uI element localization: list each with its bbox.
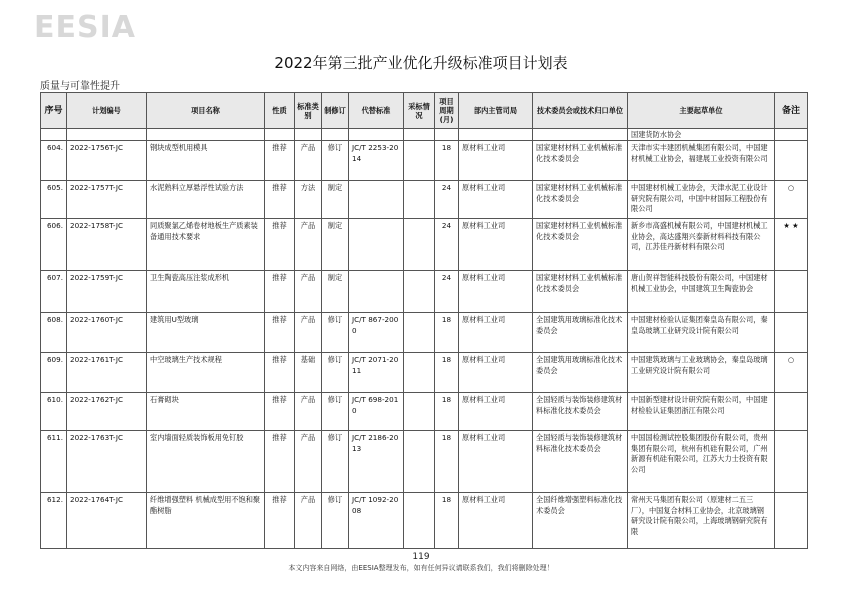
cell-adopt <box>404 271 435 313</box>
continuation-row <box>41 129 808 141</box>
cell-committee: 全国建筑用玻璃标准化技术委员会 <box>533 353 628 393</box>
cell-no: 604. <box>41 141 67 181</box>
page-number: 119 <box>412 552 430 562</box>
cell-drafters: 天津市实丰建团机械集团有限公司，中国建材机械工业协会，福建展工业投资有限公司 <box>628 141 775 181</box>
header-revise: 制修订 <box>322 93 349 129</box>
header-project-name: 项目名称 <box>147 93 265 129</box>
cell-project-name: 水泥熟料立厚悬浮性试验方法 <box>147 181 265 219</box>
cell-no: 608. <box>41 313 67 353</box>
cell-drafters: 中国建材检验认证集团秦皇岛有限公司，秦皇岛玻璃工业研究设计院有限公司 <box>628 313 775 353</box>
cell-project-name: 纤维增强塑料 机械成型用不饱和聚酯树脂 <box>147 493 265 549</box>
table-row <box>41 493 808 549</box>
cell-nature: 推荐 <box>265 431 295 493</box>
cell-nature: 推荐 <box>265 141 295 181</box>
header-dept: 部内主管司局 <box>459 93 533 129</box>
cell-note <box>775 141 808 181</box>
cell-project-name: 中空玻璃生产技术规程 <box>147 353 265 393</box>
cell-committee: 国家建材材料工业机械标准化技术委员会 <box>533 141 628 181</box>
cell-category: 方法 <box>295 181 322 219</box>
table-row <box>41 271 808 313</box>
section-label: 质量与可靠性提升 <box>40 81 120 92</box>
cell-plan-code: 2022-1763T-JC <box>67 431 147 493</box>
cell-drafters: 常州天马集团有限公司（原建材二五三厂），中国复合材料工业协会，北京玻璃钢研究设计院有限公司，上海玻璃钢研究院有限 <box>628 493 775 549</box>
cell-drafters: 中国新型建材设计研究院有限公司，中国建材检验认证集团浙江有限公司 <box>628 393 775 431</box>
cell-dept: 原材料工业司 <box>459 141 533 181</box>
cell-project-name: 钢块成型机用模具 <box>147 141 265 181</box>
cell-category: 产品 <box>295 431 322 493</box>
cell-plan-code: 2022-1757T-JC <box>67 181 147 219</box>
cell-note <box>775 271 808 313</box>
standards-plan-table <box>40 92 808 549</box>
cell-drafters: 国建货防水协会 <box>628 129 775 141</box>
cell-period: 24 <box>435 219 459 271</box>
cell-nature: 推荐 <box>265 271 295 313</box>
cell-nature: 推荐 <box>265 181 295 219</box>
cell-note: ○ <box>775 181 808 219</box>
cell-committee: 全国纤维增强塑料标准化技术委员会 <box>533 493 628 549</box>
cell-nature: 推荐 <box>265 353 295 393</box>
cell-adopt <box>404 313 435 353</box>
header-category: 标准类别 <box>295 93 322 129</box>
cell-replace: JC/T 698-2010 <box>349 393 404 431</box>
page-title: 2022年第三批产业优化升级标准项目计划表 <box>274 54 568 72</box>
cell-revise: 修订 <box>322 493 349 549</box>
table-row <box>41 181 808 219</box>
header-no: 序号 <box>41 93 67 129</box>
footer-notice: 本文内容来自网络，由EESIA整理发布，如有任何异议请联系我们，我们将删除处理！ <box>288 564 554 572</box>
cell-period: 24 <box>435 181 459 219</box>
cell-revise: 修订 <box>322 141 349 181</box>
cell-adopt <box>404 181 435 219</box>
cell-note: ★ ★ <box>775 219 808 271</box>
cell-committee: 全国轻质与装饰装修建筑材料标准化技术委员会 <box>533 431 628 493</box>
cell-category: 产品 <box>295 271 322 313</box>
cell-committee: 国家建材材料工业机械标准化技术委员会 <box>533 219 628 271</box>
header-nature: 性质 <box>265 93 295 129</box>
eesia-logo: EESIA <box>34 10 136 45</box>
table-row <box>41 431 808 493</box>
cell-committee: 全国轻质与装饰装修建筑材料标准化技术委员会 <box>533 393 628 431</box>
cell-replace <box>349 271 404 313</box>
table-row <box>41 313 808 353</box>
cell-revise: 修订 <box>322 431 349 493</box>
cell-nature: 推荐 <box>265 393 295 431</box>
cell-adopt <box>404 431 435 493</box>
cell-dept: 原材料工业司 <box>459 493 533 549</box>
header-note: 备注 <box>775 93 808 129</box>
cell-category: 产品 <box>295 141 322 181</box>
cell-project-name: 建筑用U型玻璃 <box>147 313 265 353</box>
cell-dept: 原材料工业司 <box>459 271 533 313</box>
cell-note <box>775 313 808 353</box>
cell-replace: JC/T 2186-2013 <box>349 431 404 493</box>
header-plan-code: 计划编号 <box>67 93 147 129</box>
cell-drafters: 新乡市高盛机械有限公司，中国建材机械工业协会，高达盛翔兴泰新材料科技有限公司，江苏佳丹新材料有限公司 <box>628 219 775 271</box>
cell-revise: 修订 <box>322 393 349 431</box>
cell-plan-code: 2022-1762T-JC <box>67 393 147 431</box>
cell-category: 产品 <box>295 313 322 353</box>
cell-plan-code: 2022-1756T-JC <box>67 141 147 181</box>
cell-plan-code: 2022-1760T-JC <box>67 313 147 353</box>
cell-replace: JC/T 2071-2011 <box>349 353 404 393</box>
cell-replace <box>349 181 404 219</box>
table-row <box>41 219 808 271</box>
cell-adopt <box>404 141 435 181</box>
cell-project-name: 石膏砌块 <box>147 393 265 431</box>
cell-drafters: 唐山贺祥智能科技股份有限公司，中国建材机械工业协会，中国建筑卫生陶瓷协会 <box>628 271 775 313</box>
cell-revise: 制定 <box>322 219 349 271</box>
cell-period: 18 <box>435 353 459 393</box>
cell-committee: 国家建材材料工业机械标准化技术委员会 <box>533 181 628 219</box>
cell-category: 产品 <box>295 219 322 271</box>
cell-plan-code: 2022-1761T-JC <box>67 353 147 393</box>
cell-no: 611. <box>41 431 67 493</box>
cell-replace: JC/T 1092-2008 <box>349 493 404 549</box>
cell-dept: 原材料工业司 <box>459 313 533 353</box>
header-adopt: 采标情况 <box>404 93 435 129</box>
cell-revise: 修订 <box>322 313 349 353</box>
cell-committee: 国家建材材料工业机械标准化技术委员会 <box>533 271 628 313</box>
cell-drafters: 中国建材机械工业协会，天津水泥工业设计研究院有限公司，中国中材国际工程股份有限公司 <box>628 181 775 219</box>
cell-revise: 修订 <box>322 353 349 393</box>
cell-period: 24 <box>435 271 459 313</box>
table-row <box>41 353 808 393</box>
cell-period: 18 <box>435 313 459 353</box>
cell-adopt <box>404 393 435 431</box>
cell-no: 610. <box>41 393 67 431</box>
cell-revise: 制定 <box>322 181 349 219</box>
cell-drafters: 中国国检测试控股集团股份有限公司，贵州集团有限公司，杭州有机硅有限公司，广州新源有机硅有限公司，江苏大力士投资有限公司 <box>628 431 775 493</box>
cell-nature: 推荐 <box>265 219 295 271</box>
cell-note: ○ <box>775 353 808 393</box>
cell-replace: JC/T 867-2000 <box>349 313 404 353</box>
cell-replace <box>349 219 404 271</box>
table-header-row <box>41 93 808 129</box>
cell-project-name: 室内墙面轻质装饰板用免钉胶 <box>147 431 265 493</box>
cell-no: 607. <box>41 271 67 313</box>
cell-period: 18 <box>435 393 459 431</box>
cell-period: 18 <box>435 431 459 493</box>
cell-drafters: 中国建筑玻璃与工业玻璃协会，秦皇岛玻璃工业研究设计院有限公司 <box>628 353 775 393</box>
cell-no: 605. <box>41 181 67 219</box>
cell-nature: 推荐 <box>265 493 295 549</box>
header-replace: 代替标准 <box>349 93 404 129</box>
cell-dept: 原材料工业司 <box>459 353 533 393</box>
cell-plan-code: 2022-1759T-JC <box>67 271 147 313</box>
cell-project-name: 卫生陶瓷高压注浆成形机 <box>147 271 265 313</box>
cell-period: 18 <box>435 141 459 181</box>
cell-adopt <box>404 353 435 393</box>
table-row <box>41 141 808 181</box>
header-period: 项目周期(月) <box>435 93 459 129</box>
header-drafters: 主要起草单位 <box>628 93 775 129</box>
cell-note <box>775 393 808 431</box>
cell-note <box>775 493 808 549</box>
cell-revise: 制定 <box>322 271 349 313</box>
cell-plan-code: 2022-1764T-JC <box>67 493 147 549</box>
cell-dept: 原材料工业司 <box>459 219 533 271</box>
cell-replace: JC/T 2253-2014 <box>349 141 404 181</box>
cell-project-name: 同质聚氯乙烯卷材地板生产质素装备通用技术要求 <box>147 219 265 271</box>
cell-dept: 原材料工业司 <box>459 393 533 431</box>
cell-category: 产品 <box>295 393 322 431</box>
cell-category: 产品 <box>295 493 322 549</box>
cell-committee: 全国建筑用玻璃标准化技术委员会 <box>533 313 628 353</box>
cell-no: 606. <box>41 219 67 271</box>
table-row <box>41 393 808 431</box>
cell-adopt <box>404 219 435 271</box>
cell-note <box>775 431 808 493</box>
cell-adopt <box>404 493 435 549</box>
cell-dept: 原材料工业司 <box>459 181 533 219</box>
header-committee: 技术委员会或技术归口单位 <box>533 93 628 129</box>
cell-no: 609. <box>41 353 67 393</box>
cell-dept: 原材料工业司 <box>459 431 533 493</box>
cell-plan-code: 2022-1758T-JC <box>67 219 147 271</box>
cell-nature: 推荐 <box>265 313 295 353</box>
cell-category: 基础 <box>295 353 322 393</box>
cell-no: 612. <box>41 493 67 549</box>
cell-period: 18 <box>435 493 459 549</box>
